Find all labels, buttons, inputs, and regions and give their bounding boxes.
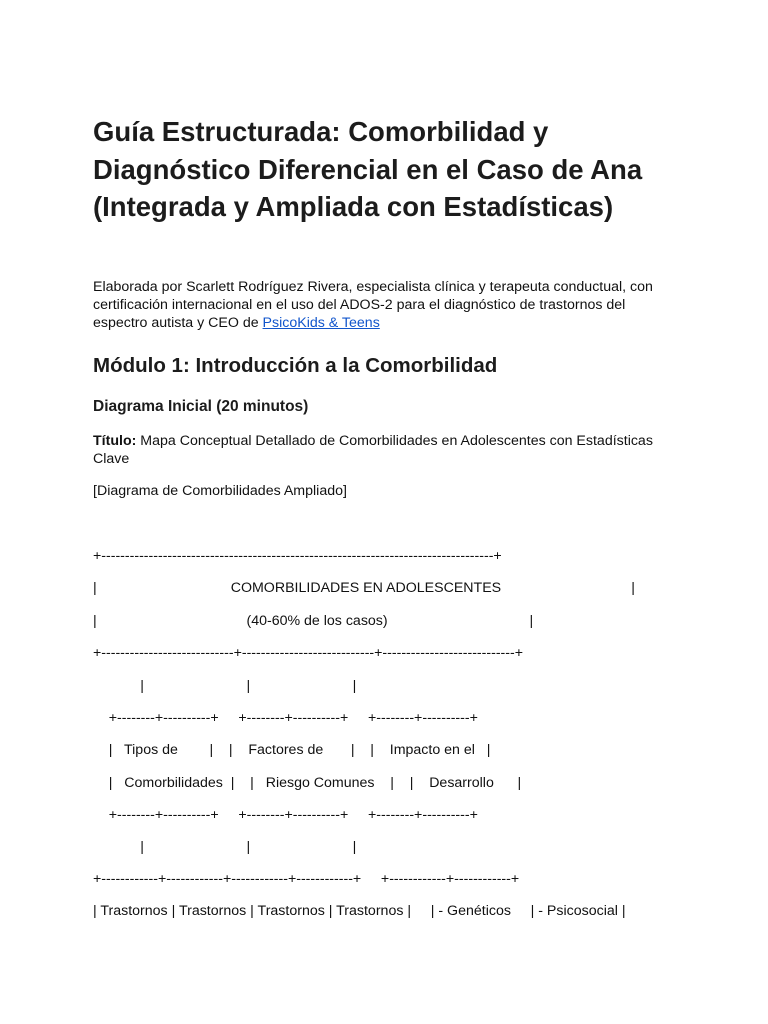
ascii-line: | Tipos de | | Factores de | | Impacto en el | bbox=[93, 742, 491, 758]
ascii-line: | | | bbox=[93, 678, 357, 694]
title-label: Título: bbox=[93, 433, 137, 449]
ascii-line: | COMORBILIDADES EN ADOLESCENTES | bbox=[93, 580, 635, 596]
ascii-line: +-----------------------------------------------------------------------------------+ bbox=[93, 548, 502, 564]
author-intro-text: Elaborada por Scarlett Rodríguez Rivera, especialista clínica y terapeuta conductual, con certificación internacional en el uso del ADOS-2 para el diagnóstico de trastornos del espectro autista y CEO de bbox=[93, 279, 653, 331]
ascii-line: +----------------------------+----------------------------+----------------------------+ bbox=[93, 645, 524, 661]
ascii-line: | Comorbilidades | | Riesgo Comunes | | Desarrollo | bbox=[93, 775, 522, 791]
ascii-line: +--------+----------+ +--------+----------+ +--------+----------+ bbox=[93, 710, 478, 726]
diagram-placeholder: [Diagrama de Comorbilidades Ampliado] bbox=[93, 483, 347, 499]
psicokids-link[interactable]: PsicoKids & Teens bbox=[262, 315, 380, 331]
ascii-line: +--------+----------+ +--------+----------+ +--------+----------+ bbox=[93, 807, 478, 823]
diagram-subheading: Diagrama Inicial (20 minutos) bbox=[93, 398, 309, 415]
title-value: Mapa Conceptual Detallado de Comorbilidades en Adolescentes con Estadísticas Clave bbox=[93, 433, 653, 467]
ascii-line: | Trastornos | Trastornos | Trastornos | Trastornos | | - Genéticos | - Psicosocial | bbox=[93, 903, 626, 919]
module-heading: Módulo 1: Introducción a la Comorbilidad bbox=[93, 354, 498, 377]
ascii-line: | | | bbox=[93, 839, 357, 855]
document-title: Guía Estructurada: Comorbilidad y Diagnóstico Diferencial en el Caso de Ana (Integrada y Ampliada con Estadísticas) bbox=[93, 116, 643, 222]
ascii-line: | (40-60% de los casos) | bbox=[93, 613, 534, 629]
author-intro bbox=[93, 278, 668, 332]
ascii-line: +------------+------------+------------+------------+ +------------+------------+ bbox=[93, 871, 520, 887]
title-paragraph bbox=[93, 432, 668, 468]
